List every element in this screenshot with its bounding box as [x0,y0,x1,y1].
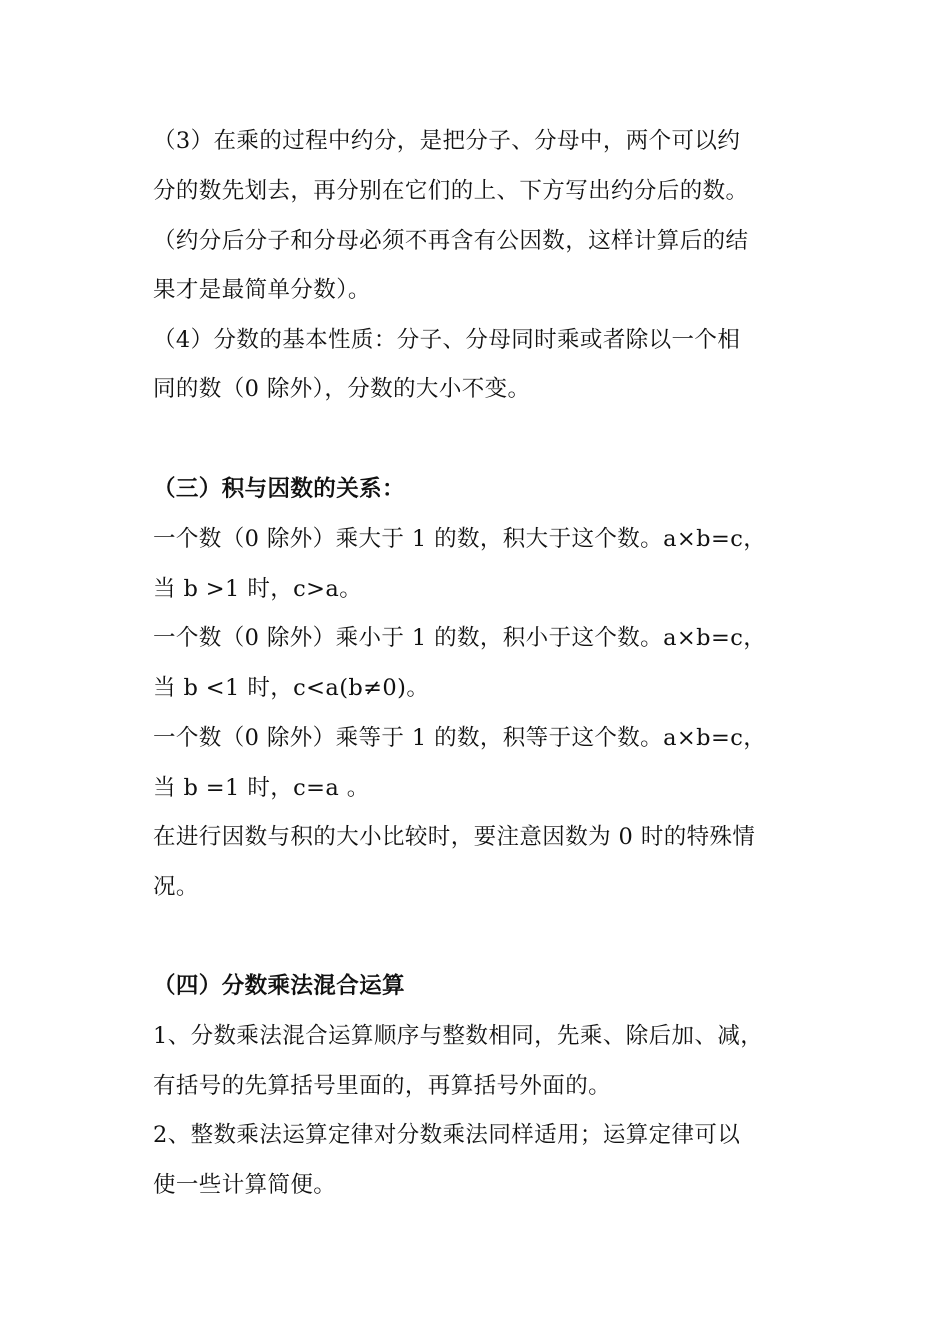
s4-item1-line-2: 有括号的先算括号里面的，再算括号外面的。 [153,1073,612,1099]
p4-line-2: 同的数（0 除外），分数的大小不变。 [153,376,531,402]
s3-rule1-line-2: 当 b >1 时，c>a。 [153,576,363,602]
p3-line-1: （3）在乘的过程中约分，是把分子、分母中，两个可以约 [153,128,741,154]
s4-item1-line-1: 1、分数乘法混合运算顺序与整数相同，先乘、除后加、减， [153,1023,764,1049]
p3-line-4: 果才是最简单分数）。 [153,277,371,303]
section3-heading: （三）积与因数的关系： [153,476,405,502]
s4-item2-line-2: 使一些计算简便。 [153,1172,337,1198]
s3-rule2-line-2: 当 b <1 时，c<a(b≠0)。 [153,675,430,701]
p3-line-3: （约分后分子和分母必须不再含有公因数，这样计算后的结 [153,228,749,254]
s3-rule1-line-1: 一个数（0 除外）乘大于 1 的数，积大于这个数。a×b=c， [153,526,767,552]
p3-line-2: 分的数先划去，再分别在它们的上、下方写出约分后的数。 [153,178,749,204]
s4-item2-line-1: 2、整数乘法运算定律对分数乘法同样适用；运算定律可以 [153,1122,741,1148]
s3-rule2-line-1: 一个数（0 除外）乘小于 1 的数，积小于这个数。a×b=c， [153,625,767,651]
p4-line-1: （4）分数的基本性质：分子、分母同时乘或者除以一个相 [153,327,741,353]
s3-rule3-line-2: 当 b =1 时，c=a 。 [153,775,370,801]
s3-note-line-2: 况。 [153,874,199,900]
s3-note-line-1: 在进行因数与积的大小比较时，要注意因数为 0 时的特殊情 [153,824,756,850]
s3-rule3-line-1: 一个数（0 除外）乘等于 1 的数，积等于这个数。a×b=c， [153,725,767,751]
section4-heading: （四）分数乘法混合运算 [153,973,405,999]
